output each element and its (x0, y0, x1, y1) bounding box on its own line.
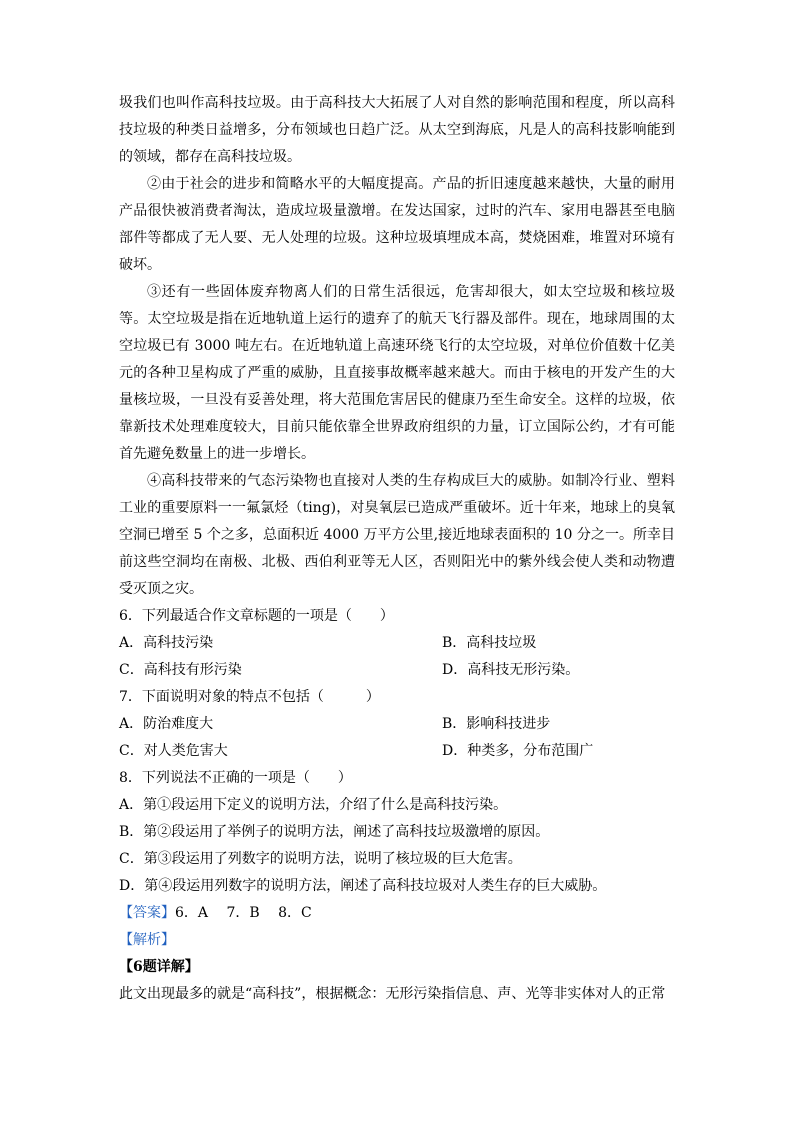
analysis-text: 此文出现最多的就是“高科技”，根据概念：无形污染指信息、声、光等非实体对人的正常 (119, 986, 666, 1002)
question-6-option-b: B．高科技垃圾 (442, 635, 537, 651)
question-6-option-a: A．高科技污染 (119, 635, 214, 651)
analysis-sub-label: 【6题详解】 (119, 959, 199, 975)
answer-line (119, 900, 675, 927)
question-8-option-a: A．第①段运用下定义的说明方法，介绍了什么是高科技污染。 (119, 797, 508, 813)
paragraph-4: ④高科技带来的气态污染物也直接对人类的生存构成巨大的威胁。如制冷行业、塑料工业的重要原料一一氟氯烃（ting)，对臭氧层已造成严重破坏。近十年来，地球上的臭氧空洞已增至 5 个之多，总面积近 4000 万平方公里,接近地球表面积的 10 分之一。所幸目前这些空洞均在南极、北极、西伯利亚等无人区，否则阳光中的紫外线会使人类和动物遭受灭顶之灾。 (119, 473, 675, 597)
question-7-stem: 7．下面说明对象的特点不包括（ ） (119, 689, 380, 705)
paragraph-2: ②由于社会的进步和简略水平的大幅度提高。产品的折旧速度越来越快，大量的耐用产品很快被消费者淘汰，造成垃圾量激增。在发达国家，过时的汽车、家用电器甚至电脑部件等都成了无人要、无人处理的垃圾。这种垃圾填埋成本高，焚烧困难，堆置对环境有破坏。 (119, 176, 675, 273)
question-8-option-d: D．第④段运用列数字的说明方法，阐述了高科技垃圾对人类生存的巨大威胁。 (119, 878, 607, 894)
question-7-option-a: A．防治难度大 (119, 716, 214, 732)
question-7-options-row-2 (119, 738, 675, 765)
question-8-option-c: C．第③段运用了列数字的说明方法，说明了核垃圾的巨大危害。 (119, 851, 522, 867)
content-area (119, 90, 675, 1008)
question-7 (119, 684, 675, 765)
answer-label: 【答案】 (119, 905, 175, 921)
question-6-stem: 6．下列最适合作文章标题的一项是（ ） (119, 608, 394, 624)
paragraph-3: ③还有一些固体废弃物离人们的日常生活很远，危害却很大，如太空垃圾和核垃圾等。太空垃圾是指在近地轨道上运行的遗弃了的航天飞行器及部件。现在，地球周围的太空垃圾已有 3000 吨左右。在近地轨道上高速环绕飞行的太空垃圾，对单位价值数十亿美元的各种卫星构成了严重的威胁，且直接事故概率越来越大。而由于核电的开发产生的大量核垃圾，一旦没有妥善处理，将大范围危害居民的健康乃至生命安全。这样的垃圾，依靠新技术处理难度较大，目前只能依靠全世界政府组织的力量，订立国际公约，才有可能首先避免数量上的进一步增长。 (119, 284, 675, 462)
question-6-option-c: C．高科技有形污染 (119, 662, 242, 678)
question-7-option-d: D．种类多，分布范围广 (442, 743, 594, 759)
answer-text: 6．A 7．B 8．C (175, 905, 312, 921)
paragraph-continued: 圾我们也叫作高科技垃圾。由于高科技大大拓展了人对自然的影响范围和程度，所以高科技垃圾的种类日益增多，分布领域也日趋广泛。从太空到海底，凡是人的高科技影响能到的领域，都存在高科技垃圾。 (119, 95, 675, 165)
question-6-options-row-2 (119, 657, 675, 684)
question-8-option-b: B．第②段运用了举例子的说明方法，阐述了高科技垃圾激增的原因。 (119, 824, 550, 840)
question-7-options-row-1 (119, 711, 675, 738)
question-8-stem: 8．下列说法不正确的一项是（ ） (119, 770, 352, 786)
question-7-option-c: C．对人类危害大 (119, 743, 228, 759)
question-6-options-row-1 (119, 630, 675, 657)
question-8 (119, 765, 675, 900)
analysis-label: 【解析】 (119, 932, 175, 948)
question-7-option-b: B．影响科技进步 (442, 716, 551, 732)
question-6 (119, 603, 675, 684)
question-6-option-d: D．高科技无形污染。 (442, 662, 580, 678)
